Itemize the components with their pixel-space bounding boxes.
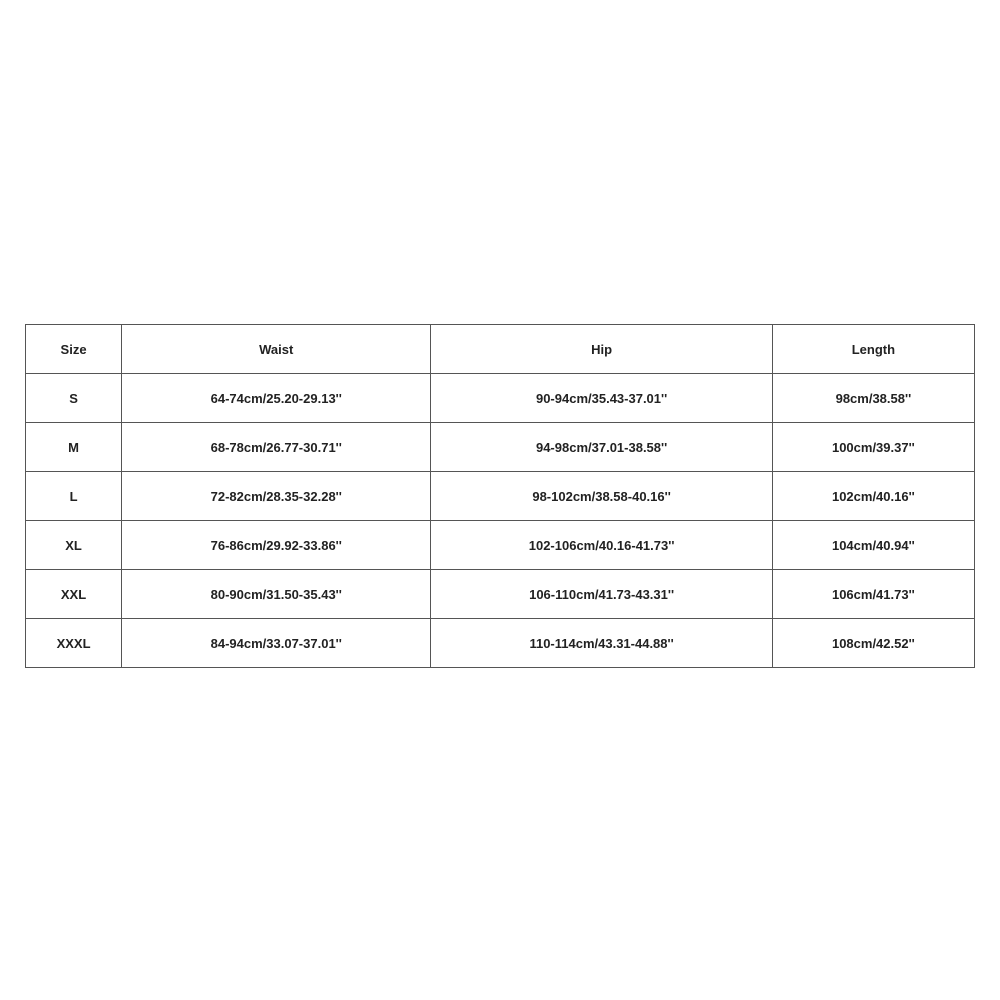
size-chart-table: [25, 324, 975, 668]
table-row: [26, 570, 975, 619]
waist-cell: 72-82cm/28.35-32.28'': [122, 472, 431, 521]
table-row: [26, 521, 975, 570]
header-waist: Waist: [122, 325, 431, 374]
hip-cell: 90-94cm/35.43-37.01'': [431, 374, 772, 423]
size-cell: S: [26, 374, 122, 423]
length-cell: 108cm/42.52'': [772, 619, 974, 668]
hip-cell: 102-106cm/40.16-41.73'': [431, 521, 772, 570]
size-cell: M: [26, 423, 122, 472]
length-cell: 98cm/38.58'': [772, 374, 974, 423]
size-cell: XXXL: [26, 619, 122, 668]
hip-cell: 110-114cm/43.31-44.88'': [431, 619, 772, 668]
header-length: Length: [772, 325, 974, 374]
waist-cell: 64-74cm/25.20-29.13'': [122, 374, 431, 423]
hip-cell: 98-102cm/38.58-40.16'': [431, 472, 772, 521]
waist-cell: 76-86cm/29.92-33.86'': [122, 521, 431, 570]
table-row: [26, 423, 975, 472]
size-cell: XL: [26, 521, 122, 570]
hip-cell: 94-98cm/37.01-38.58'': [431, 423, 772, 472]
header-size: Size: [26, 325, 122, 374]
length-cell: 104cm/40.94'': [772, 521, 974, 570]
table-header-row: [26, 325, 975, 374]
size-cell: L: [26, 472, 122, 521]
size-cell: XXL: [26, 570, 122, 619]
hip-cell: 106-110cm/41.73-43.31'': [431, 570, 772, 619]
table-row: [26, 374, 975, 423]
waist-cell: 68-78cm/26.77-30.71'': [122, 423, 431, 472]
table-row: [26, 472, 975, 521]
header-hip: Hip: [431, 325, 772, 374]
table-row: [26, 619, 975, 668]
length-cell: 106cm/41.73'': [772, 570, 974, 619]
waist-cell: 84-94cm/33.07-37.01'': [122, 619, 431, 668]
length-cell: 102cm/40.16'': [772, 472, 974, 521]
waist-cell: 80-90cm/31.50-35.43'': [122, 570, 431, 619]
length-cell: 100cm/39.37'': [772, 423, 974, 472]
